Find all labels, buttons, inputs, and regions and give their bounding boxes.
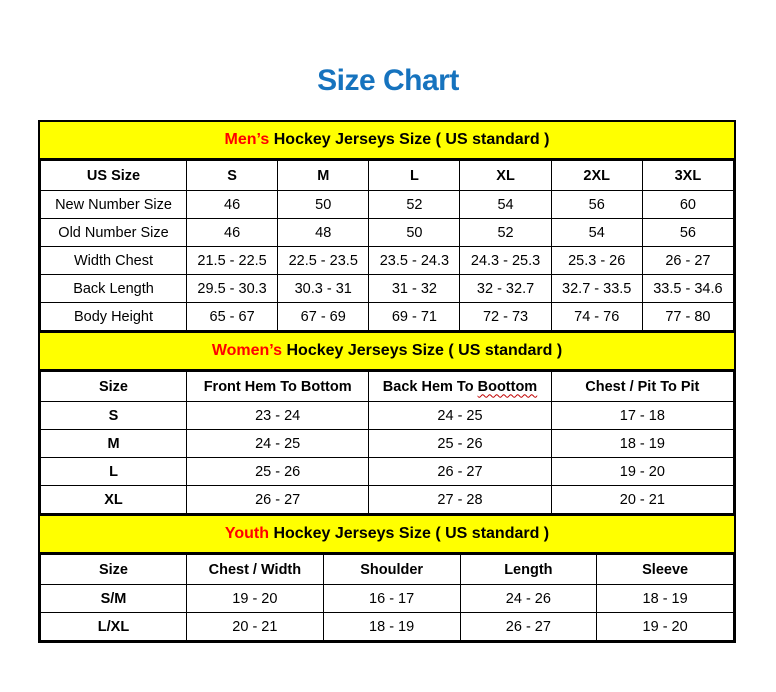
band-accent-word: Men’s [224, 131, 270, 148]
row-label-cell: Back Length [41, 275, 187, 303]
size-value-cell: 19 - 20 [597, 613, 734, 641]
size-value-cell: 50 [278, 191, 369, 219]
size-value-cell: 77 - 80 [642, 303, 733, 331]
size-value-cell: 18 - 19 [551, 430, 733, 458]
column-header-cell: S [187, 161, 278, 191]
header-row [41, 161, 734, 191]
column-header-cell: Length [460, 555, 597, 585]
row-label-cell: Width Chest [41, 247, 187, 275]
column-header-cell: Back Hem To Boottom [369, 372, 551, 402]
row-label-cell: XL [41, 486, 187, 514]
row-label-cell: Body Height [41, 303, 187, 331]
size-value-cell: 48 [278, 219, 369, 247]
size-value-cell: 21.5 - 22.5 [187, 247, 278, 275]
header-row [41, 555, 734, 585]
size-value-cell: 22.5 - 23.5 [278, 247, 369, 275]
band-accent-word: Youth [224, 525, 269, 542]
table-row [41, 402, 734, 430]
size-value-cell: 56 [642, 219, 733, 247]
column-header-cell: Shoulder [323, 555, 460, 585]
table-row [41, 486, 734, 514]
size-value-cell: 32 - 32.7 [460, 275, 551, 303]
row-label-cell: L/XL [41, 613, 187, 641]
mens-size-table [40, 160, 734, 331]
column-header-cell: Front Hem To Bottom [187, 372, 369, 402]
row-label-cell: L [41, 458, 187, 486]
size-value-cell: 74 - 76 [551, 303, 642, 331]
column-header-cell: M [278, 161, 369, 191]
size-value-cell: 30.3 - 31 [278, 275, 369, 303]
band-title-rest: Hockey Jerseys Size ( US standard ) [282, 342, 563, 359]
size-value-cell: 18 - 19 [323, 613, 460, 641]
table-row [41, 275, 734, 303]
size-value-cell: 24 - 26 [460, 585, 597, 613]
size-value-cell: 69 - 71 [369, 303, 460, 331]
size-value-cell: 31 - 32 [369, 275, 460, 303]
header-row [41, 372, 734, 402]
column-header-cell: Sleeve [597, 555, 734, 585]
size-value-cell: 54 [551, 219, 642, 247]
size-value-cell: 50 [369, 219, 460, 247]
column-header-cell: Chest / Width [187, 555, 324, 585]
size-value-cell: 25 - 26 [369, 430, 551, 458]
row-label-cell: S/M [41, 585, 187, 613]
size-value-cell: 52 [460, 219, 551, 247]
size-value-cell: 23.5 - 24.3 [369, 247, 460, 275]
page-title: Size Chart [317, 64, 459, 97]
size-value-cell: 25 - 26 [187, 458, 369, 486]
size-value-cell: 24 - 25 [187, 430, 369, 458]
size-value-cell: 46 [187, 191, 278, 219]
row-label-cell: S [41, 402, 187, 430]
band-accent-word: Women’s [211, 342, 283, 359]
size-value-cell: 26 - 27 [369, 458, 551, 486]
size-value-cell: 26 - 27 [460, 613, 597, 641]
youth-size-table [40, 554, 734, 641]
table-row [41, 458, 734, 486]
size-value-cell: 16 - 17 [323, 585, 460, 613]
column-header-cell: US Size [41, 161, 187, 191]
youth-size-section [40, 514, 734, 641]
size-value-cell: 19 - 20 [187, 585, 324, 613]
womens-band-title [40, 331, 734, 371]
size-value-cell: 24 - 25 [369, 402, 551, 430]
table-row [41, 219, 734, 247]
table-row [41, 303, 734, 331]
size-value-cell: 19 - 20 [551, 458, 733, 486]
size-value-cell: 67 - 69 [278, 303, 369, 331]
size-chart-tables [38, 120, 736, 643]
youth-band-title [40, 514, 734, 554]
size-value-cell: 32.7 - 33.5 [551, 275, 642, 303]
size-value-cell: 46 [187, 219, 278, 247]
row-label-cell: M [41, 430, 187, 458]
column-header-cell: XL [460, 161, 551, 191]
size-value-cell: 25.3 - 26 [551, 247, 642, 275]
misspelled-word: Boottom [477, 378, 538, 395]
size-value-cell: 24.3 - 25.3 [460, 247, 551, 275]
band-title-rest: Hockey Jerseys Size ( US standard ) [269, 131, 550, 148]
size-value-cell: 54 [460, 191, 551, 219]
size-value-cell: 33.5 - 34.6 [642, 275, 733, 303]
size-value-cell: 17 - 18 [551, 402, 733, 430]
womens-size-section [40, 331, 734, 514]
mens-band-title [40, 122, 734, 160]
size-value-cell: 29.5 - 30.3 [187, 275, 278, 303]
size-value-cell: 65 - 67 [187, 303, 278, 331]
row-label-cell: Old Number Size [41, 219, 187, 247]
table-row [41, 613, 734, 641]
table-row [41, 247, 734, 275]
column-header-cell: Size [41, 372, 187, 402]
size-value-cell: 23 - 24 [187, 402, 369, 430]
column-header-cell: 3XL [642, 161, 733, 191]
row-label-cell: New Number Size [41, 191, 187, 219]
column-header-cell: 2XL [551, 161, 642, 191]
size-value-cell: 56 [551, 191, 642, 219]
band-title-rest: Hockey Jerseys Size ( US standard ) [269, 525, 550, 542]
womens-size-table [40, 371, 734, 514]
size-value-cell: 18 - 19 [597, 585, 734, 613]
table-row [41, 430, 734, 458]
size-value-cell: 72 - 73 [460, 303, 551, 331]
size-value-cell: 26 - 27 [642, 247, 733, 275]
mens-size-section [40, 122, 734, 331]
size-value-cell: 60 [642, 191, 733, 219]
size-value-cell: 20 - 21 [551, 486, 733, 514]
size-value-cell: 26 - 27 [187, 486, 369, 514]
table-row [41, 585, 734, 613]
size-value-cell: 52 [369, 191, 460, 219]
size-value-cell: 20 - 21 [187, 613, 324, 641]
table-row [41, 191, 734, 219]
column-header-cell: L [369, 161, 460, 191]
column-header-cell: Chest / Pit To Pit [551, 372, 733, 402]
size-value-cell: 27 - 28 [369, 486, 551, 514]
column-header-cell: Size [41, 555, 187, 585]
